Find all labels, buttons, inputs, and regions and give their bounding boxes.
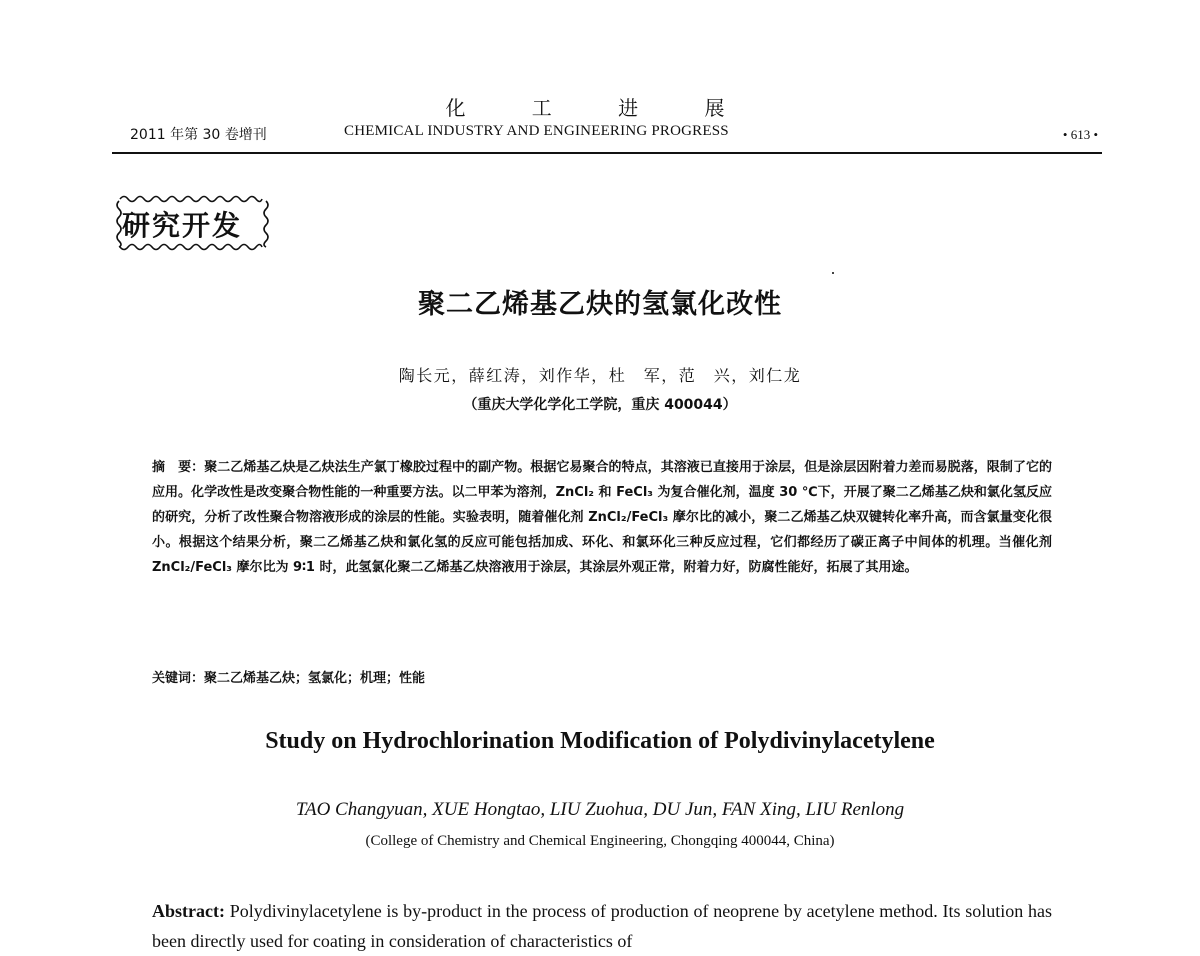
abstract-en-label: Abstract: xyxy=(152,901,225,921)
paper-title-cn: 聚二乙烯基乙炔的氢氯化改性 xyxy=(418,289,782,320)
keywords-cn-label: 关键词： xyxy=(152,671,205,686)
abstract-cn-text: 聚二乙烯基乙炔是乙炔法生产氯丁橡胶过程中的副产物。根据它易聚合的特点，其溶液已直接用于涂层，但是涂层因附着力差而易脱落，限制了它的应用。化学改性是改变聚合物性能的一种重要方法。以二甲苯为溶剂，ZnCl₂ 和 FeCl₃ 为复合催化剂，温度 30 ℃下，开展了聚二乙烯基乙炔和氯化氢反应的研究，分析了改性聚合物溶液形成的涂层的性能。实验表明，随着催化剂 ZnCl₂/FeCl₃ 摩尔比的减小，聚二乙烯基乙炔双键转化率升高，而含氯量变化很小。根据这个结果分析，聚二乙烯基乙炔和氯化氢的反应可能包括加成、环化、和氯环化三种反应过程，它们都经历了碳正离子中间体的机理。当催化剂 ZnCl₂/FeCl₃ 摩尔比为 9∶1 时，此氢氯化聚二乙烯基乙炔溶液用于涂层，其涂层外观正常，附着力好，防腐性能好，拓展了其用途。 xyxy=(152,460,1052,575)
keywords-cn-text: 聚二乙烯基乙炔；氢氯化；机理；性能 xyxy=(204,671,426,686)
section-badge xyxy=(114,193,272,253)
journal-title-en: CHEMICAL INDUSTRY AND ENGINEERING PROGRESS xyxy=(344,123,729,139)
abstract-en xyxy=(152,896,1052,956)
page-number: • 613 • xyxy=(1062,127,1098,142)
affiliation-en: (College of Chemistry and Chemical Engineering, Chongqing 400044, China) xyxy=(365,833,835,849)
section-label: 研究开发 xyxy=(122,209,243,242)
journal-title-cn: 化 工 进 展 xyxy=(445,96,755,120)
keywords-cn xyxy=(152,667,1052,686)
abstract-cn-label: 摘 要： xyxy=(152,460,205,475)
authors-cn: 陶长元，薛红涛，刘作华，杜 军，范 兴，刘仁龙 xyxy=(398,366,802,385)
header-rule xyxy=(112,152,1102,154)
paper-title-en: Study on Hydrochlorination Modification of Polydivinylacetylene xyxy=(265,728,935,754)
affiliation-cn: （重庆大学化学化工学院，重庆 400044） xyxy=(463,397,737,413)
speck xyxy=(832,272,834,274)
abstract-cn xyxy=(152,455,1052,580)
abstract-en-text: Polydivinylacetylene is by-product in the process of production of neoprene by acetylene method. Its solution has been directly used for coating in consideration of characteristics of xyxy=(152,901,1052,951)
running-header xyxy=(112,124,1102,150)
volume-label: 2011 年第 30 卷增刊 xyxy=(130,127,267,143)
authors-en: TAO Changyuan, XUE Hongtao, LIU Zuohua, DU Jun, FAN Xing, LIU Renlong xyxy=(295,799,905,820)
